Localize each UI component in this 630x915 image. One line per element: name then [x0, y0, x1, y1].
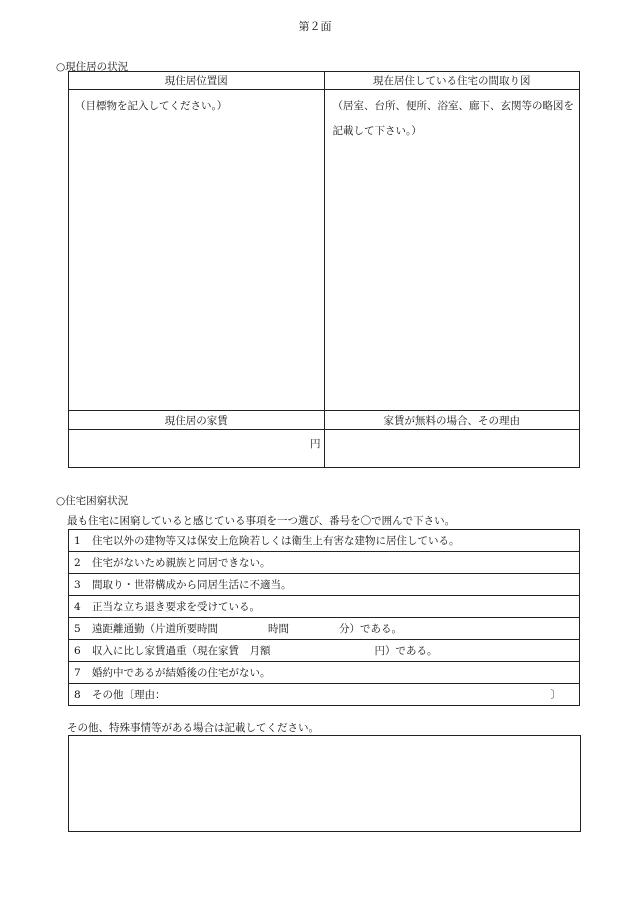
floorplan-area[interactable] — [324, 90, 580, 411]
option-text: 婚約中であるが結婚後の住宅がない。 — [92, 667, 271, 679]
hardship-option-7[interactable] — [69, 662, 580, 684]
option-number: 7 — [74, 667, 81, 679]
hardship-option-5[interactable] — [69, 618, 580, 640]
floorplan-header: 現在居住している住宅の間取り図 — [324, 72, 580, 90]
commute-hours-label: 時間 — [268, 623, 289, 635]
floorplan-note: （居室、台所、便所、浴室、廊下、玄関等の略図を記載して下さい。） — [332, 100, 574, 137]
hardship-option-8[interactable] — [69, 684, 580, 706]
option-number: 1 — [74, 535, 81, 547]
option-number: 6 — [74, 645, 81, 657]
free-reason-field[interactable] — [324, 430, 580, 468]
yen-unit: 円 — [310, 438, 321, 450]
option-number: 5 — [74, 623, 81, 635]
residence-section-heading: ○現住居の状況 — [56, 61, 129, 73]
rent-field[interactable] — [69, 430, 325, 468]
hardship-option-2[interactable] — [69, 552, 580, 574]
free-reason-header: 家賃が無料の場合、その理由 — [324, 411, 580, 430]
option-text: 間取り・世帯構成から同居生活に不適当。 — [92, 579, 292, 591]
option-number: 4 — [74, 601, 81, 613]
location-map-area[interactable] — [69, 90, 325, 411]
page-number: 第２面 — [298, 20, 332, 33]
option-text: 正当な立ち退き要求を受けている。 — [92, 601, 260, 613]
option-text: 住宅がないため親族と同居できない。 — [92, 557, 271, 569]
hardship-instruction: 最も住宅に困窮していると感じている事項を一つ選び、番号を〇で囲んで下さい。 — [67, 515, 456, 527]
special-circumstances-note: その他、特殊事情等がある場合は記載してください。 — [67, 722, 319, 734]
location-map-header: 現住居位置図 — [69, 72, 325, 90]
hardship-option-1[interactable] — [69, 530, 580, 552]
option-number: 3 — [74, 579, 81, 591]
option-text: 収入に比し家賃過重（現在家賃 月額 — [92, 645, 271, 657]
option-text: その他〔理由： — [92, 689, 166, 701]
rent-header: 現住居の家賃 — [69, 411, 325, 430]
rent-yen-label: 円）である。 — [374, 645, 438, 657]
hardship-options-table — [68, 529, 580, 706]
commute-minutes-label: 分）である。 — [339, 623, 402, 635]
residence-table — [68, 71, 580, 468]
option-number: 2 — [74, 557, 81, 569]
option-text: 遠距離通勤（片道所要時間 — [92, 623, 218, 635]
location-map-note: （目標物を記入してください。） — [75, 100, 228, 112]
hardship-section-heading: ○住宅困窮状況 — [56, 495, 129, 507]
hardship-option-6[interactable] — [69, 640, 580, 662]
hardship-option-3[interactable] — [69, 574, 580, 596]
reason-bracket-close: 〕 — [550, 689, 561, 701]
special-circumstances-field[interactable] — [68, 735, 581, 832]
option-number: 8 — [74, 689, 81, 701]
hardship-option-4[interactable] — [69, 596, 580, 618]
option-text: 住宅以外の建物等又は保安上危険若しくは衛生上有害な建物に居住している。 — [92, 535, 460, 547]
